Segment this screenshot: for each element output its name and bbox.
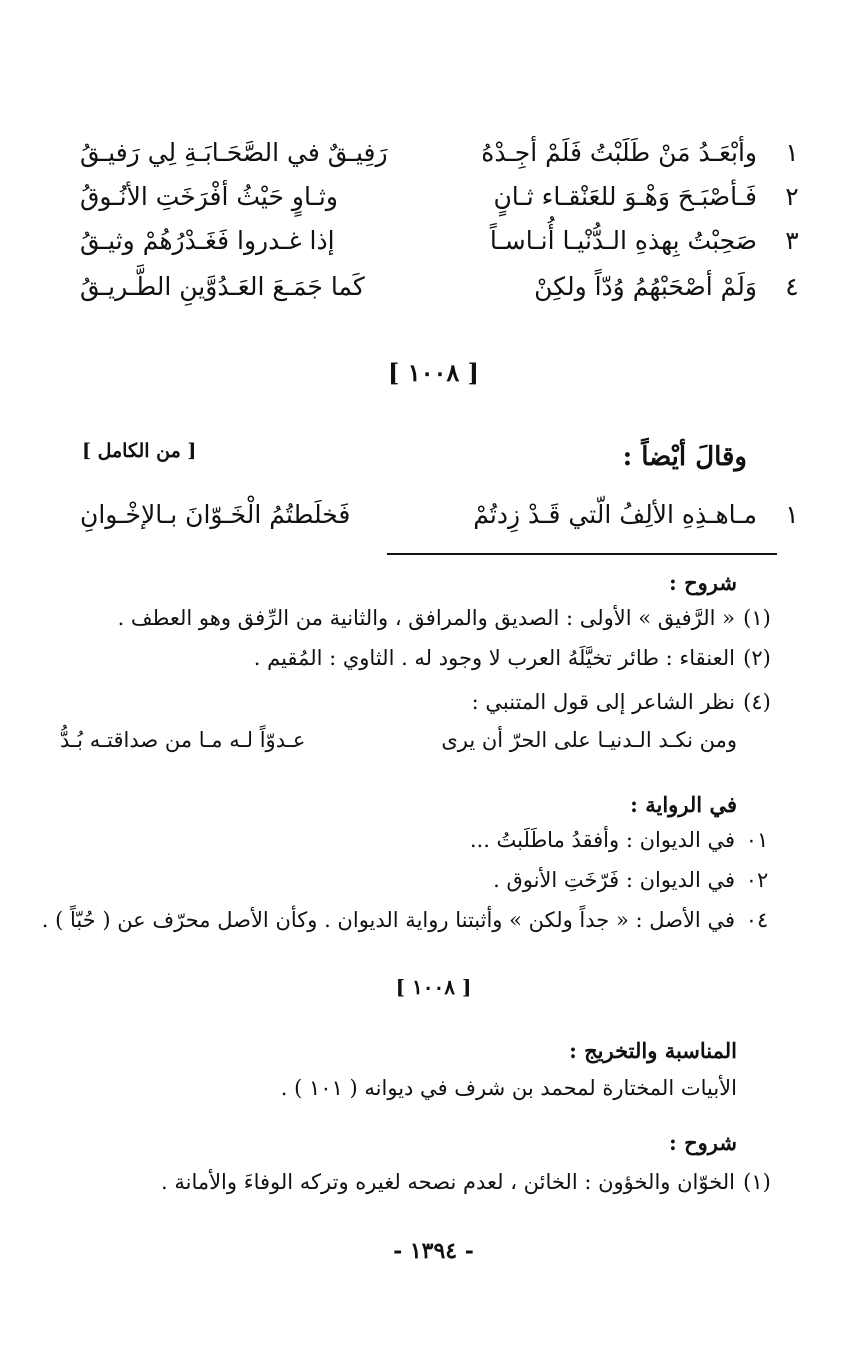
verse-first-hemistich: وَلَمْ أصْحَبْهُمُ وُدّاً ولكِنْ bbox=[534, 272, 757, 301]
note-number: (١) bbox=[743, 1170, 771, 1194]
riwaya-item bbox=[60, 868, 777, 902]
verse-second-hemistich: كَما جَمَـعَ العَـدُوَّينِ الطَّـريـقُ bbox=[80, 272, 365, 301]
poem-meter: [ من الكامل ] bbox=[82, 440, 197, 462]
verse-number: ٣ bbox=[785, 226, 799, 255]
riwaya-text: في الديوان : فَرّخَتِ الأنوق . bbox=[493, 868, 735, 892]
verse-first-hemistich: فَـأصْبَـحَ وَهْـوَ للعَنْقـاء ثـانٍ bbox=[493, 182, 757, 211]
mutanabbi-quote bbox=[60, 728, 737, 764]
verse-number: ١ bbox=[785, 138, 799, 167]
verse-second-hemistich: وثـاوٍ حَيْثُ أفْرَخَتِ الأنُـوقُ bbox=[80, 182, 338, 211]
riwaya-text: في الأصل : « جداً ولكن » وأثبتنا رواية الديوان . وكأن الأصل محرّف عن ( حُبّاً ) . bbox=[41, 908, 735, 932]
page-number: - ١٣٩٤ - bbox=[393, 1238, 474, 1264]
note-text: العنقاء : طائر تخيَّلَهُ العرب لا وجود له . الثاوي : المُقيم . bbox=[253, 646, 735, 670]
munasaba-heading: المناسبة والتخريج : bbox=[569, 1038, 737, 1063]
verse-row bbox=[70, 500, 797, 540]
verse-row bbox=[70, 182, 797, 222]
footnote-separator bbox=[387, 553, 777, 555]
note-number: (٢) bbox=[743, 646, 771, 670]
riwaya-item bbox=[60, 828, 777, 862]
verse-second-hemistich: رَفِيـقٌ في الصَّحَـابَـةِ لِي رَفيـقُ bbox=[80, 138, 388, 167]
quote-first-hemistich: ومن نكـد الـدنيـا على الحرّ أن يرى bbox=[441, 728, 737, 752]
note-item bbox=[60, 690, 777, 724]
verse-row bbox=[70, 272, 797, 312]
verse-first-hemistich: وأبْعَـدُ مَنْ طَلَبْتُ فَلَمْ أجِـدْهُ bbox=[481, 138, 757, 167]
note-item bbox=[60, 1170, 777, 1204]
verse-first-hemistich: مـاهـذِهِ الألِفُ الّتي قَـدْ زِدتُمْ bbox=[473, 500, 757, 529]
note-number: (١) bbox=[743, 606, 771, 630]
munasaba-text: الأبيات المختارة لمحمد بن شرف في ديوانه ( ١٠١ ) . bbox=[280, 1076, 737, 1100]
verse-row bbox=[70, 226, 797, 266]
note-text: « الرَّفيق » الأولى : الصديق والمرافق ، والثانية من الرِّفق وهو العطف . bbox=[117, 606, 735, 630]
munasaba-text-row bbox=[60, 1076, 777, 1110]
note-text: الخوّان والخؤون : الخائن ، لعدم نصحه لغيره وتركه الوفاءَ والأمانة . bbox=[160, 1170, 735, 1194]
riwaya-number: ٠٢ bbox=[745, 868, 769, 892]
note-text: نظر الشاعر إلى قول المتنبي : bbox=[471, 690, 735, 714]
verse-number: ٤ bbox=[785, 272, 799, 301]
section-number: [ ١٠٠٨ ] bbox=[395, 975, 472, 999]
verse-first-hemistich: صَحِبْتُ بِهذهِ الـدُّنْيـا أُنـاسـاً bbox=[489, 226, 757, 255]
verse-second-hemistich: إذا غـدروا فَغَـدْرُهُمْ وثيـقُ bbox=[80, 226, 335, 255]
notes2-heading: شروح : bbox=[669, 1130, 737, 1155]
riwaya-heading: في الرواية : bbox=[630, 792, 737, 817]
note-number: (٤) bbox=[743, 690, 771, 714]
riwaya-number: ٠٤ bbox=[745, 908, 769, 932]
verse-number: ١ bbox=[785, 500, 799, 529]
poem-intro: وقالَ أيْضاً : bbox=[622, 442, 747, 472]
note-item bbox=[60, 606, 777, 640]
verse-number: ٢ bbox=[785, 182, 799, 211]
verse-row bbox=[70, 138, 797, 178]
note-item bbox=[60, 646, 777, 680]
poem-number: [ ١٠٠٨ ] bbox=[388, 358, 479, 387]
quote-second-hemistich: عـدوّاً لـه مـا من صداقتـه بُـدُّ bbox=[60, 728, 306, 752]
riwaya-text: في الديوان : وأفقدُ ماطَلَبتُ ... bbox=[469, 828, 735, 852]
riwaya-item bbox=[41, 908, 777, 942]
riwaya-number: ٠١ bbox=[745, 828, 769, 852]
notes-heading: شروح : bbox=[669, 570, 737, 595]
verse-second-hemistich: فَخلَطتُمُ الْخَـوّانَ بـالإخْـوانِ bbox=[80, 500, 351, 529]
